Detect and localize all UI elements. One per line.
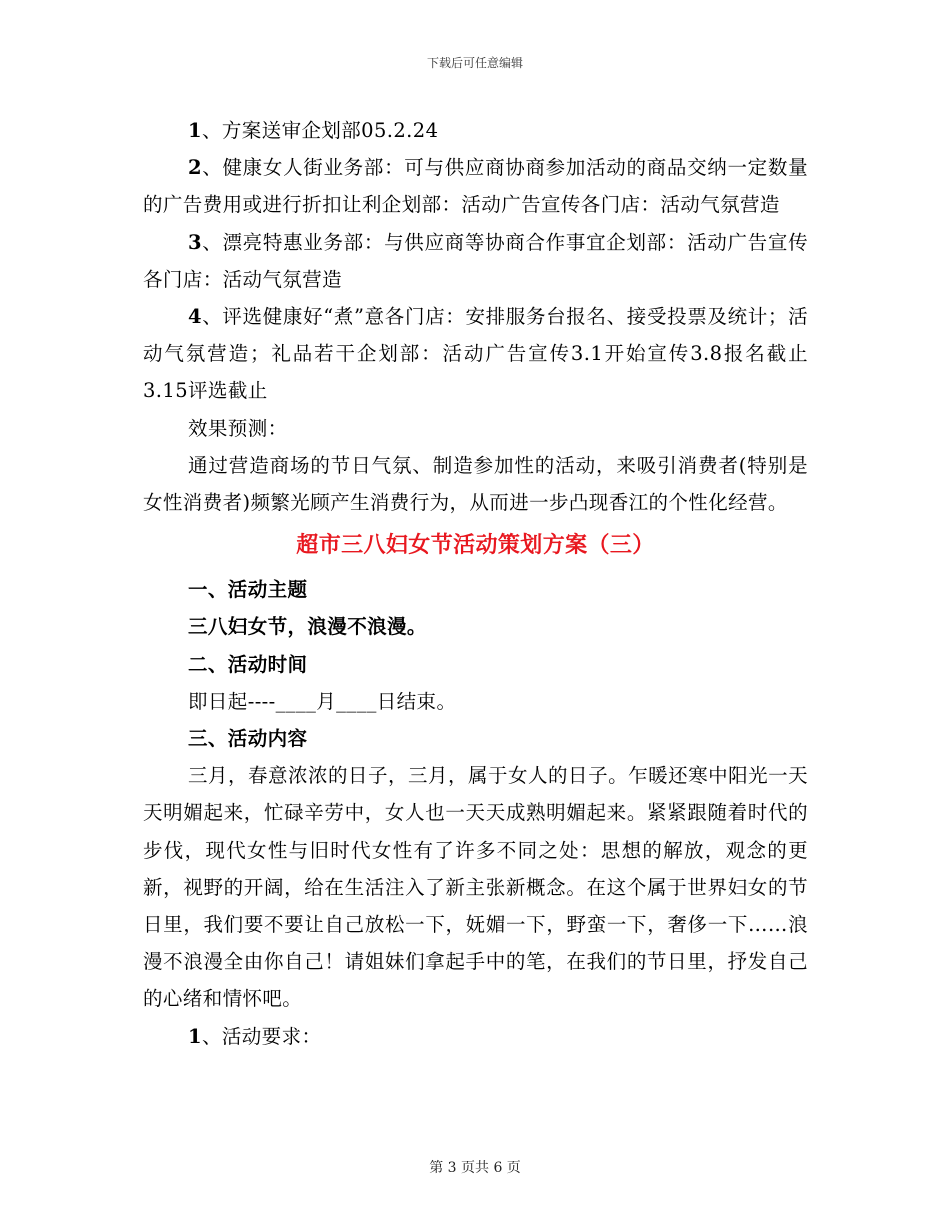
list-item xyxy=(143,298,808,410)
theme-text: 三八妇女节，浪漫不浪漫。 xyxy=(188,615,427,639)
document-body xyxy=(143,112,808,1055)
page-header: 下载后可任意编辑 xyxy=(426,56,523,70)
heading-time: 二、活动时间 xyxy=(188,652,308,676)
requirements-item xyxy=(143,1018,808,1055)
item-text: 、方案送审企划部05.2.24 xyxy=(201,119,439,142)
page-footer: 第 3 页共 6 页 xyxy=(429,1160,521,1176)
content-paragraph: 三月，春意浓浓的日子，三月，属于女人的日子。乍暖还寒中阳光一天天明媚起来，忙碌辛劳中，女人也一天天成熟明媚起来。紧紧跟随着时代的步伐，现代女性与旧时代女性有了许多不同之处：思想的解放，观念的更新，视野的开阔，给在生活注入了新主张新概念。在这个属于世界妇女的节日里，我们要不要让自己放松一下，妩媚一下，野蛮一下，奢侈一下……浪漫不浪漫全由你自己！请姐妹们拿起手中的笔，在我们的节日里，抒发自己的心绪和情怀吧。 xyxy=(143,764,808,1011)
item-text: 、活动要求： xyxy=(201,1024,322,1048)
item-number: 1 xyxy=(188,1024,202,1048)
effect-label: 效果预测： xyxy=(188,416,288,440)
item-number: 3 xyxy=(188,230,202,254)
effect-paragraph: 通过营造商场的节日气氛、制造参加性的活动，来吸引消费者(特别是女性消费者)频繁光顾产生消费行为，从而进一步凸现香江的个性化经营。 xyxy=(143,453,808,515)
list-item xyxy=(143,112,808,149)
item-number: 2 xyxy=(188,156,202,180)
time-text: 即日起----____月____日结束。 xyxy=(188,689,457,713)
section-title: 超市三八妇女节活动策划方案（三） xyxy=(296,533,655,559)
heading-theme: 一、活动主题 xyxy=(188,578,308,602)
list-item xyxy=(143,149,808,223)
item-text: 、漂亮特惠业务部：与供应商等协商合作事宜企划部：活动广告宣传各门店：活动气氛营造 xyxy=(143,230,808,291)
item-text: 、评选健康好“煮”意各门店：安排服务台报名、接受投票及统计；活动气氛营造；礼品若干企划部：活动广告宣传3.1开始宣传3.8报名截止3.15评选截止 xyxy=(143,305,808,403)
list-item xyxy=(143,224,808,298)
heading-content: 三、活动内容 xyxy=(188,727,308,751)
item-text: 、健康女人街业务部：可与供应商协商参加活动的商品交纳一定数量的广告费用或进行折扣让利企划部：活动广告宣传各门店：活动气氛营造 xyxy=(143,156,808,217)
item-number: 1 xyxy=(188,119,202,142)
item-number: 4 xyxy=(188,305,202,329)
